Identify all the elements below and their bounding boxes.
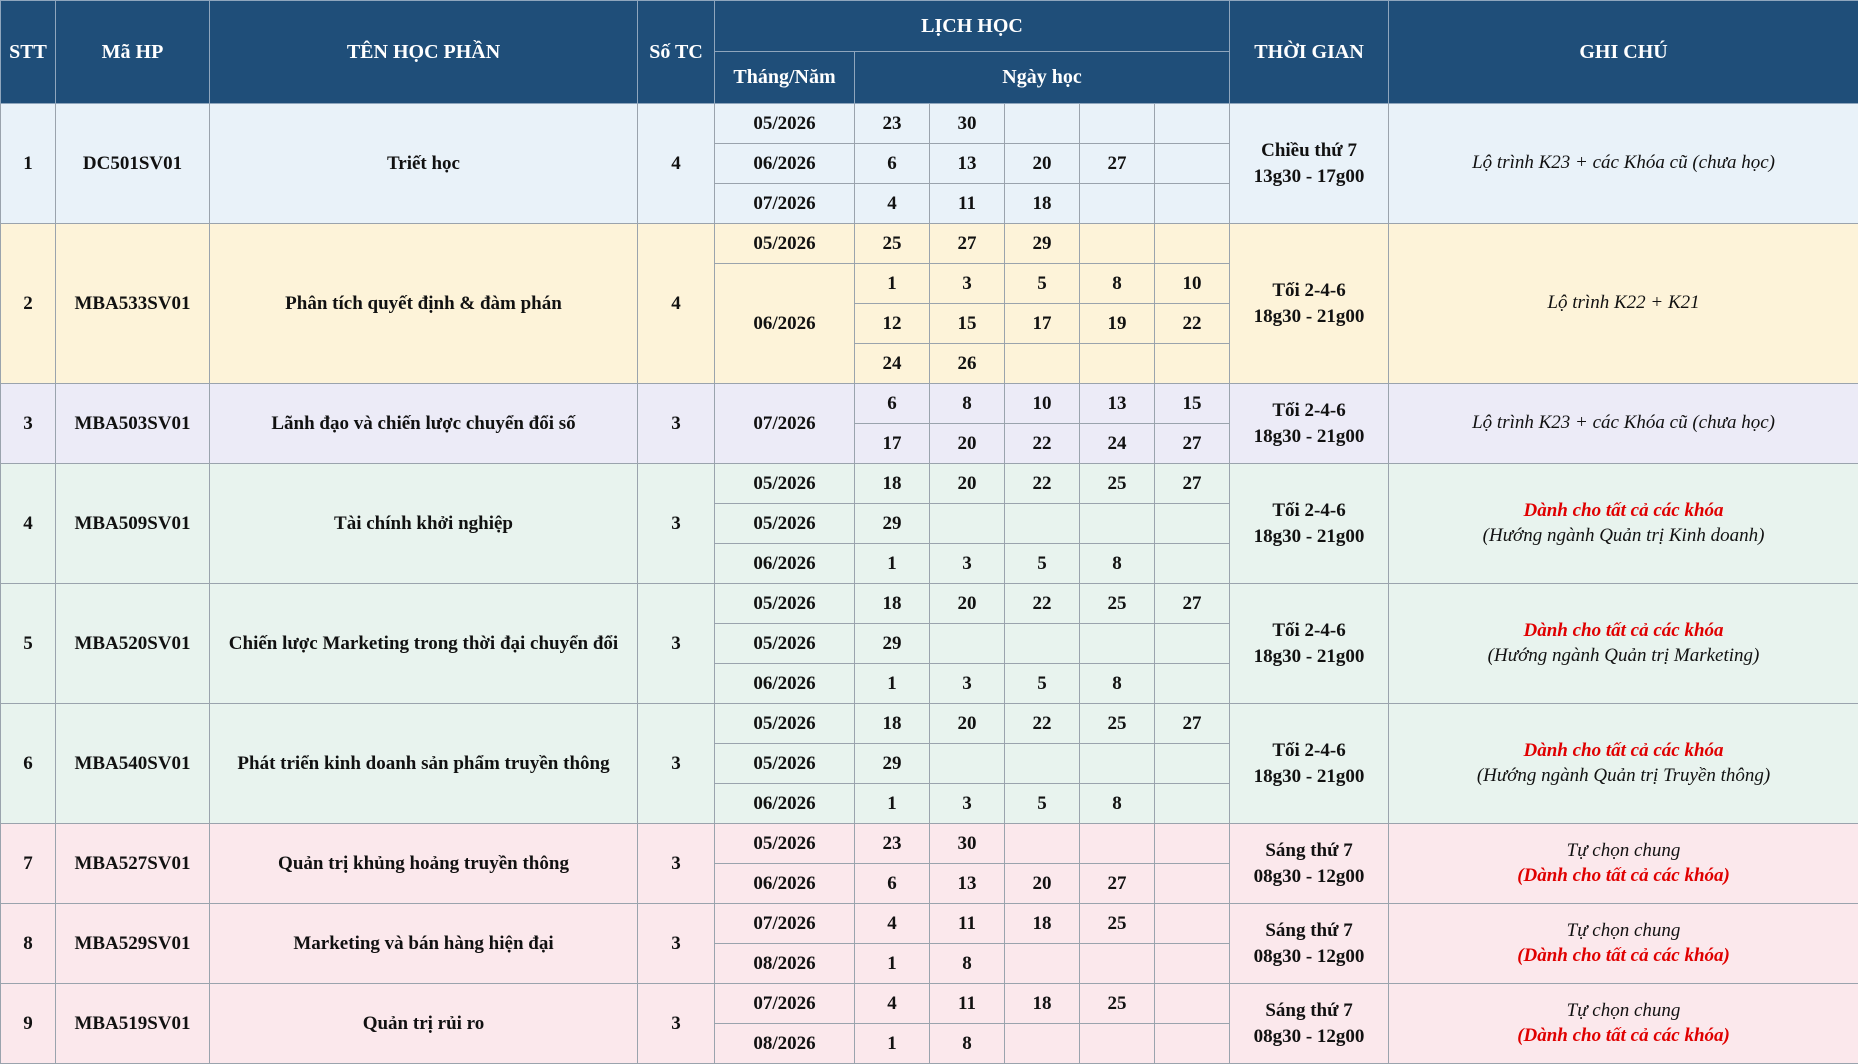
cell-day: 3: [930, 264, 1005, 304]
cell-time: [1230, 384, 1389, 464]
cell-day: [930, 504, 1005, 544]
cell-note: [1389, 224, 1858, 384]
time-day: Sáng thứ 7: [1265, 999, 1353, 1021]
note-text: Lộ trình K23 + các Khóa cũ (chưa học): [1472, 412, 1775, 434]
cell-day: 17: [1005, 304, 1080, 344]
cell-stt: 7: [1, 824, 56, 904]
cell-day: 1: [855, 944, 930, 984]
cell-day: 18: [1005, 904, 1080, 944]
cell-day: [1005, 504, 1080, 544]
cell-day: [1155, 944, 1230, 984]
time-hours: 18g30 - 21g00: [1253, 765, 1365, 787]
cell-course-name: Tài chính khởi nghiệp: [210, 464, 638, 584]
cell-month: 05/2026: [715, 824, 855, 864]
time-hours: 13g30 - 17g00: [1253, 165, 1365, 187]
cell-day: 20: [1005, 864, 1080, 904]
cell-day: 25: [1080, 584, 1155, 624]
cell-day: 1: [855, 544, 930, 584]
cell-time: [1230, 824, 1389, 904]
cell-day: 22: [1005, 584, 1080, 624]
cell-month: 05/2026: [715, 464, 855, 504]
cell-credits: 3: [638, 704, 715, 824]
cell-day: 23: [855, 104, 930, 144]
table-row: [1, 104, 1858, 144]
cell-day: 3: [930, 544, 1005, 584]
note-highlight: Dành cho tất cả các khóa: [1523, 620, 1724, 642]
note-highlight: Dành cho tất cả các khóa: [1523, 740, 1724, 762]
cell-stt: 3: [1, 384, 56, 464]
cell-time: [1230, 984, 1389, 1064]
cell-day: 11: [930, 184, 1005, 224]
cell-course-code: MBA527SV01: [56, 824, 210, 904]
table-row: [1, 904, 1858, 944]
cell-day: 5: [1005, 264, 1080, 304]
cell-day: 29: [855, 504, 930, 544]
cell-day: 27: [1155, 704, 1230, 744]
cell-course-code: MBA520SV01: [56, 584, 210, 704]
table-row: [1, 464, 1858, 504]
note-text: Lộ trình K23 + các Khóa cũ (chưa học): [1472, 152, 1775, 174]
cell-day: 8: [930, 944, 1005, 984]
cell-day: 26: [930, 344, 1005, 384]
cell-day: 3: [930, 664, 1005, 704]
header-stt: STT: [1, 1, 56, 104]
cell-day: 25: [1080, 904, 1155, 944]
time-hours: 18g30 - 21g00: [1253, 645, 1365, 667]
cell-day: 27: [930, 224, 1005, 264]
cell-day: 15: [930, 304, 1005, 344]
time-hours: 18g30 - 21g00: [1253, 305, 1365, 327]
cell-day: [1080, 824, 1155, 864]
cell-day: 6: [855, 384, 930, 424]
cell-day: 1: [855, 664, 930, 704]
cell-day: [1155, 824, 1230, 864]
cell-day: [1080, 504, 1155, 544]
cell-day: [1005, 944, 1080, 984]
cell-day: 8: [1080, 264, 1155, 304]
cell-credits: 4: [638, 224, 715, 384]
cell-note: [1389, 704, 1858, 824]
cell-time: [1230, 464, 1389, 584]
cell-day: 4: [855, 904, 930, 944]
cell-day: 27: [1155, 424, 1230, 464]
cell-day: 4: [855, 184, 930, 224]
note-text: (Hướng ngành Quản trị Kinh doanh): [1482, 524, 1765, 546]
note-text: Tự chọn chung: [1566, 840, 1681, 862]
cell-month: 05/2026: [715, 744, 855, 784]
cell-day: 20: [930, 584, 1005, 624]
cell-time: [1230, 584, 1389, 704]
cell-day: 4: [855, 984, 930, 1024]
time-day: Sáng thứ 7: [1265, 839, 1353, 861]
cell-day: [930, 744, 1005, 784]
cell-day: 11: [930, 904, 1005, 944]
cell-day: [1155, 1024, 1230, 1064]
cell-day: 25: [1080, 704, 1155, 744]
time-hours: 08g30 - 12g00: [1253, 865, 1365, 887]
cell-course-name: Quản trị khủng hoảng truyền thông: [210, 824, 638, 904]
cell-day: 22: [1005, 464, 1080, 504]
cell-credits: 3: [638, 984, 715, 1064]
cell-day: 1: [855, 264, 930, 304]
cell-day: [1080, 1024, 1155, 1064]
time-day: Tối 2-4-6: [1272, 619, 1346, 641]
cell-credits: 4: [638, 104, 715, 224]
time-day: Tối 2-4-6: [1272, 499, 1346, 521]
cell-course-name: Lãnh đạo và chiến lược chuyển đổi số: [210, 384, 638, 464]
cell-note: [1389, 464, 1858, 584]
cell-day: [1080, 944, 1155, 984]
header-so-tc: Số TC: [638, 1, 715, 104]
cell-day: 27: [1155, 464, 1230, 504]
cell-month: 06/2026: [715, 664, 855, 704]
header-thoi-gian: THỜI GIAN: [1230, 1, 1389, 104]
cell-day: 27: [1080, 144, 1155, 184]
cell-course-code: MBA540SV01: [56, 704, 210, 824]
cell-day: [1155, 624, 1230, 664]
cell-day: 10: [1005, 384, 1080, 424]
time-day: Tối 2-4-6: [1272, 399, 1346, 421]
cell-day: 24: [1080, 424, 1155, 464]
cell-day: 22: [1005, 704, 1080, 744]
cell-day: 19: [1080, 304, 1155, 344]
cell-note: [1389, 824, 1858, 904]
cell-day: 13: [1080, 384, 1155, 424]
cell-stt: 2: [1, 224, 56, 384]
cell-course-name: Chiến lược Marketing trong thời đại chuyển đổi: [210, 584, 638, 704]
cell-day: [1080, 744, 1155, 784]
header-ngay-hoc: Ngày học: [855, 52, 1230, 104]
cell-day: 6: [855, 864, 930, 904]
cell-course-code: MBA533SV01: [56, 224, 210, 384]
cell-day: 29: [855, 624, 930, 664]
cell-day: 5: [1005, 544, 1080, 584]
cell-day: [1005, 344, 1080, 384]
cell-day: 8: [930, 384, 1005, 424]
cell-time: [1230, 104, 1389, 224]
cell-day: 20: [930, 424, 1005, 464]
table-row: [1, 224, 1858, 264]
cell-day: [1155, 144, 1230, 184]
cell-course-code: MBA519SV01: [56, 984, 210, 1064]
cell-day: 25: [855, 224, 930, 264]
note-highlight: (Dành cho tất cả các khóa): [1517, 864, 1730, 886]
table-row: [1, 984, 1858, 1024]
cell-day: 18: [1005, 184, 1080, 224]
note-highlight: (Dành cho tất cả các khóa): [1517, 1024, 1730, 1046]
cell-day: 18: [1005, 984, 1080, 1024]
cell-day: 30: [930, 824, 1005, 864]
cell-time: [1230, 224, 1389, 384]
cell-day: 23: [855, 824, 930, 864]
cell-day: 5: [1005, 664, 1080, 704]
table-row: [1, 704, 1858, 744]
note-text: (Hướng ngành Quản trị Truyền thông): [1476, 764, 1771, 786]
cell-day: 20: [1005, 144, 1080, 184]
cell-day: 30: [930, 104, 1005, 144]
cell-day: 15: [1155, 384, 1230, 424]
cell-credits: 3: [638, 824, 715, 904]
cell-credits: 3: [638, 384, 715, 464]
time-hours: 08g30 - 12g00: [1253, 945, 1365, 967]
time-hours: 18g30 - 21g00: [1253, 425, 1365, 447]
cell-day: [1080, 184, 1155, 224]
cell-stt: 8: [1, 904, 56, 984]
cell-day: [930, 624, 1005, 664]
cell-day: 5: [1005, 784, 1080, 824]
time-day: Sáng thứ 7: [1265, 919, 1353, 941]
cell-month: 06/2026: [715, 864, 855, 904]
cell-day: 8: [1080, 784, 1155, 824]
cell-course-name: Phân tích quyết định & đàm phán: [210, 224, 638, 384]
cell-month: 05/2026: [715, 704, 855, 744]
header-ghi-chu: GHI CHÚ: [1389, 1, 1858, 104]
time-day: Tối 2-4-6: [1272, 739, 1346, 761]
cell-day: [1005, 624, 1080, 664]
cell-stt: 9: [1, 984, 56, 1064]
cell-day: [1005, 744, 1080, 784]
cell-course-name: Phát triển kinh doanh sản phẩm truyền thông: [210, 704, 638, 824]
cell-day: [1080, 104, 1155, 144]
time-hours: 08g30 - 12g00: [1253, 1025, 1365, 1047]
cell-course-code: DC501SV01: [56, 104, 210, 224]
header-ma-hp: Mã HP: [56, 1, 210, 104]
cell-day: 29: [1005, 224, 1080, 264]
cell-day: 11: [930, 984, 1005, 1024]
cell-course-code: MBA509SV01: [56, 464, 210, 584]
cell-day: 27: [1155, 584, 1230, 624]
note-highlight: (Dành cho tất cả các khóa): [1517, 944, 1730, 966]
cell-day: [1155, 904, 1230, 944]
note-highlight: Dành cho tất cả các khóa: [1523, 500, 1724, 522]
cell-day: [1080, 344, 1155, 384]
cell-day: 1: [855, 784, 930, 824]
cell-day: [1155, 984, 1230, 1024]
cell-month: 07/2026: [715, 984, 855, 1024]
cell-day: [1155, 664, 1230, 704]
cell-day: 17: [855, 424, 930, 464]
cell-day: [1155, 104, 1230, 144]
cell-month: 07/2026: [715, 184, 855, 224]
cell-day: 27: [1080, 864, 1155, 904]
cell-course-code: MBA529SV01: [56, 904, 210, 984]
cell-month: 05/2026: [715, 584, 855, 624]
cell-month: 05/2026: [715, 504, 855, 544]
cell-day: [1080, 624, 1155, 664]
header-lich-hoc: LỊCH HỌC: [715, 1, 1230, 52]
note-text: Tự chọn chung: [1566, 920, 1681, 942]
cell-day: 13: [930, 144, 1005, 184]
cell-month: 06/2026: [715, 144, 855, 184]
note-text: Lộ trình K22 + K21: [1547, 292, 1700, 314]
cell-month: 08/2026: [715, 944, 855, 984]
cell-note: [1389, 904, 1858, 984]
cell-day: 10: [1155, 264, 1230, 304]
header-ten-hoc-phan: TÊN HỌC PHẦN: [210, 1, 638, 104]
cell-day: 1: [855, 1024, 930, 1064]
cell-month: 06/2026: [715, 784, 855, 824]
table-row: [1, 384, 1858, 424]
cell-note: [1389, 984, 1858, 1064]
table-row: [1, 584, 1858, 624]
cell-day: 22: [1155, 304, 1230, 344]
cell-month: 07/2026: [715, 384, 855, 464]
time-hours: 18g30 - 21g00: [1253, 525, 1365, 547]
cell-day: [1005, 1024, 1080, 1064]
header-thang-nam: Tháng/Năm: [715, 52, 855, 104]
cell-stt: 1: [1, 104, 56, 224]
cell-month: 05/2026: [715, 624, 855, 664]
cell-day: [1005, 824, 1080, 864]
cell-day: 29: [855, 744, 930, 784]
cell-stt: 5: [1, 584, 56, 704]
cell-note: [1389, 104, 1858, 224]
cell-stt: 4: [1, 464, 56, 584]
cell-day: 25: [1080, 464, 1155, 504]
cell-day: 20: [930, 464, 1005, 504]
cell-day: [1005, 104, 1080, 144]
cell-day: 8: [1080, 664, 1155, 704]
note-text: (Hướng ngành Quản trị Marketing): [1487, 644, 1760, 666]
cell-month: 05/2026: [715, 104, 855, 144]
cell-day: 18: [855, 584, 930, 624]
cell-day: [1155, 544, 1230, 584]
cell-day: 20: [930, 704, 1005, 744]
cell-note: [1389, 384, 1858, 464]
cell-day: 24: [855, 344, 930, 384]
cell-time: [1230, 904, 1389, 984]
cell-day: [1155, 224, 1230, 264]
cell-credits: 3: [638, 584, 715, 704]
cell-day: 13: [930, 864, 1005, 904]
time-day: Chiều thứ 7: [1261, 139, 1357, 161]
table-row: [1, 824, 1858, 864]
cell-day: 6: [855, 144, 930, 184]
time-day: Tối 2-4-6: [1272, 279, 1346, 301]
cell-day: [1155, 744, 1230, 784]
cell-day: [1155, 344, 1230, 384]
cell-stt: 6: [1, 704, 56, 824]
cell-day: [1155, 184, 1230, 224]
cell-day: [1080, 224, 1155, 264]
cell-day: [1155, 504, 1230, 544]
cell-day: [1155, 784, 1230, 824]
cell-month: 05/2026: [715, 224, 855, 264]
note-text: Tự chọn chung: [1566, 1000, 1681, 1022]
cell-credits: 3: [638, 904, 715, 984]
cell-course-name: Marketing và bán hàng hiện đại: [210, 904, 638, 984]
cell-day: 18: [855, 704, 930, 744]
cell-month: 06/2026: [715, 544, 855, 584]
cell-note: [1389, 584, 1858, 704]
cell-day: 12: [855, 304, 930, 344]
cell-credits: 3: [638, 464, 715, 584]
cell-day: [1155, 864, 1230, 904]
cell-month: 06/2026: [715, 264, 855, 384]
cell-day: 22: [1005, 424, 1080, 464]
cell-course-code: MBA503SV01: [56, 384, 210, 464]
cell-day: 3: [930, 784, 1005, 824]
cell-month: 08/2026: [715, 1024, 855, 1064]
cell-day: 18: [855, 464, 930, 504]
cell-course-name: Quản trị rủi ro: [210, 984, 638, 1064]
cell-time: [1230, 704, 1389, 824]
cell-course-name: Triết học: [210, 104, 638, 224]
cell-day: 8: [930, 1024, 1005, 1064]
schedule-body: [1, 104, 1858, 1064]
cell-month: 07/2026: [715, 904, 855, 944]
cell-day: 8: [1080, 544, 1155, 584]
cell-day: 25: [1080, 984, 1155, 1024]
